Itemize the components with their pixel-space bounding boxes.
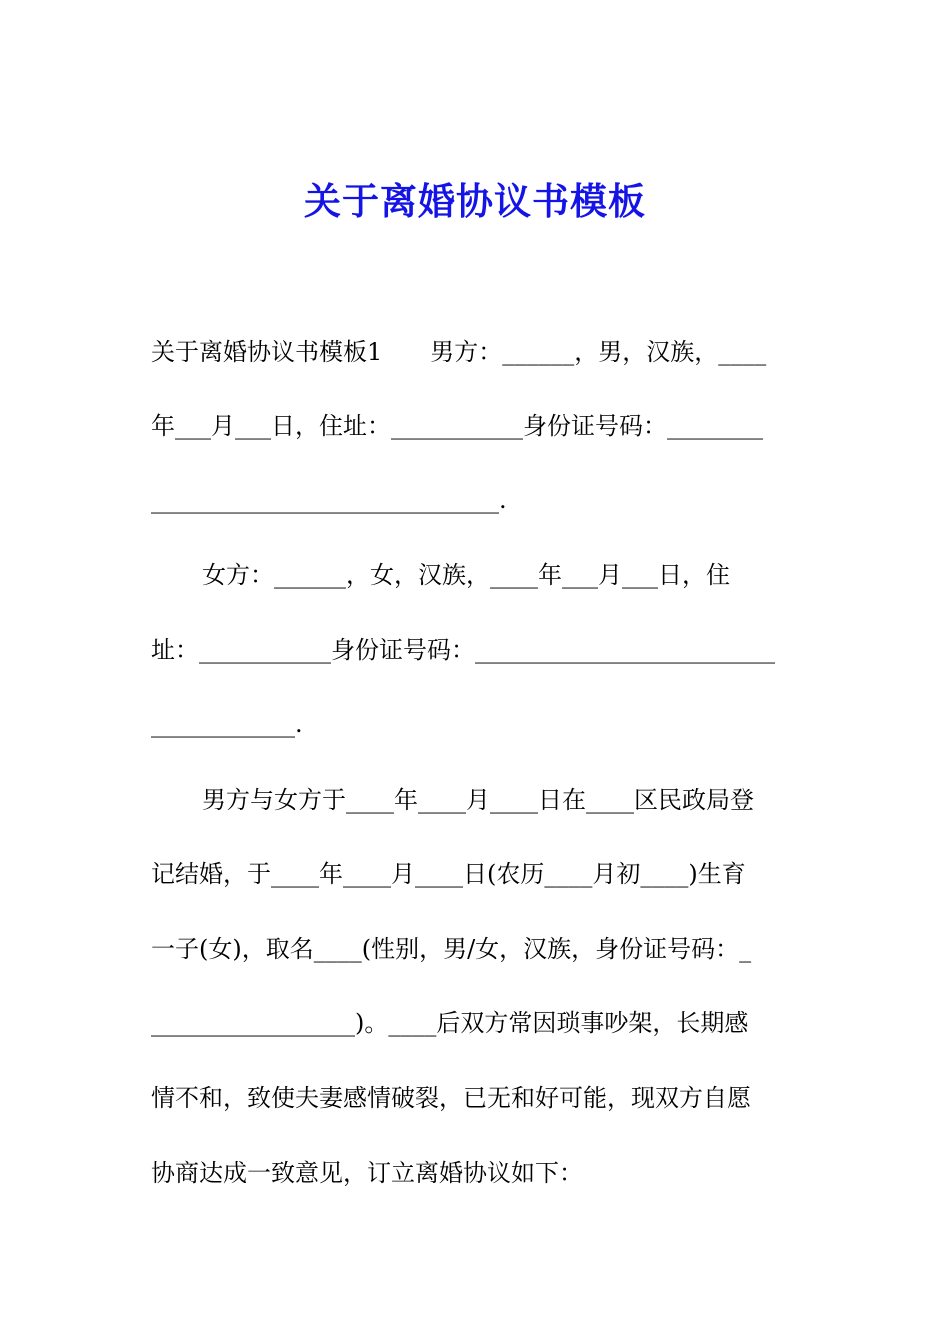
body-line-6: ____________.: [151, 710, 303, 738]
body-line-9: 一子(女)，取名____(性别，男/女，汉族，身份证号码：_: [151, 935, 752, 963]
body-line-8: 记结婚，于____年____月____日(农历____月初____)生育: [151, 860, 746, 888]
document-title: 关于离婚协议书模板: [304, 179, 646, 223]
body-line-10: _________________)。____后双方常因琐事吵架，长期感: [151, 1009, 749, 1037]
body-line-7: 男方与女方于____年____月____日在____区民政局登: [202, 786, 754, 814]
body-line-5: 址：___________身份证号码：_________________________: [151, 636, 775, 664]
body-line-3: _____________________________.: [151, 486, 507, 514]
body-line-12: 协商达成一致意见，订立离婚协议如下：: [151, 1159, 583, 1187]
body-line-1: 关于离婚协议书模板1 男方：______，男，汉族，____: [151, 338, 767, 366]
body-line-11: 情不和，致使夫妻感情破裂，已无和好可能，现双方自愿: [151, 1084, 751, 1112]
body-line-2: 年___月___日，住址：___________身份证号码：________: [151, 412, 763, 440]
body-line-4: 女方：______，女，汉族，____年___月___日，住: [202, 561, 730, 589]
